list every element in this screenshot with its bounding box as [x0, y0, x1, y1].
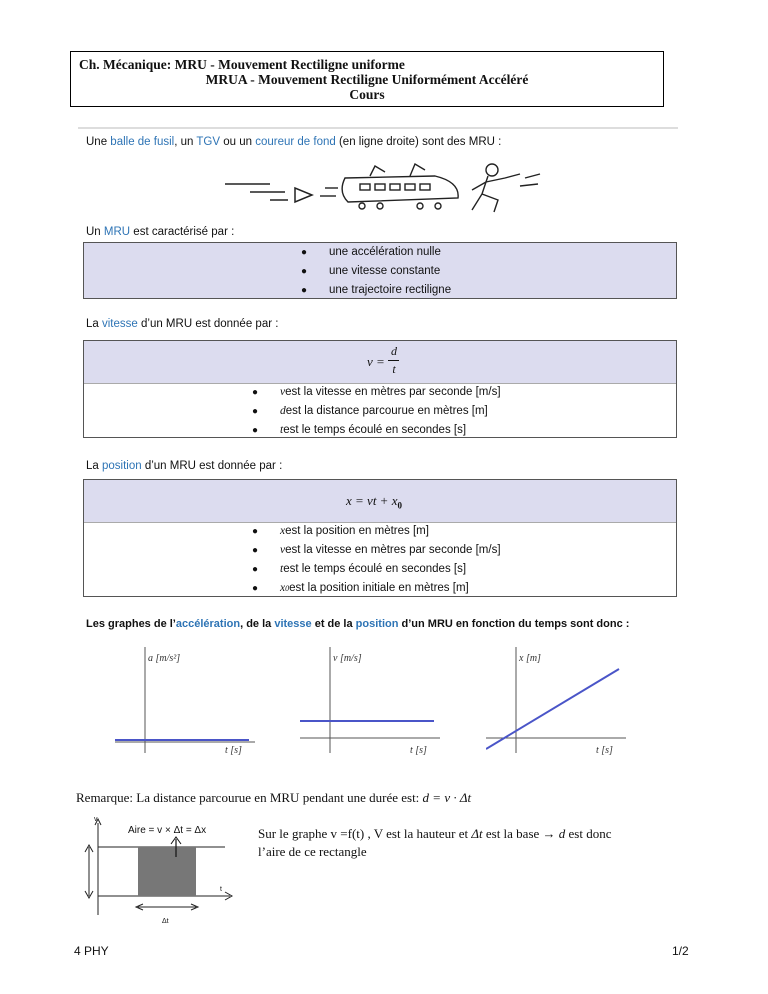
area-rectangle	[138, 847, 196, 896]
velocity-formula-row	[84, 341, 676, 384]
remark-text: Remarque: La distance parcourue en MRU pendant une durée est: d = v · Δt	[76, 790, 472, 805]
position-table	[83, 479, 677, 597]
graphs-heading: Les graphes de l’accélération, de la vitesse et de la position d’un MRU en fonction du temps sont donc :	[86, 618, 630, 630]
velocity-formula-num: d	[391, 344, 397, 358]
list-item: ● d est la distance parcourue en mètres [m]	[252, 405, 488, 417]
velocity-heading: La vitesse d’un MRU est donnée par :	[86, 318, 279, 330]
velocity-list	[252, 383, 501, 440]
acceleration-graph	[115, 645, 265, 757]
list-item: ● t est le temps écoulé en secondes [s]	[252, 563, 467, 575]
train-icon	[320, 164, 458, 209]
remark-formula: d = v · Δt	[422, 790, 472, 805]
position-line	[486, 669, 619, 749]
position-heading: La position d’un MRU est donnée par :	[86, 460, 283, 472]
footer-left: 4 PHY	[74, 944, 109, 958]
figure-v-label: v	[94, 816, 98, 823]
area-label: Aire = v × Δt = Δx	[128, 825, 207, 836]
runner-icon	[472, 164, 540, 212]
title-line-3: Cours	[349, 87, 385, 102]
title-box	[70, 51, 664, 107]
position-formula: x = vt + $x_0$	[346, 493, 402, 511]
velocity-table	[83, 340, 677, 438]
list-item: ● t est le temps écoulé en secondes [s]	[252, 424, 467, 436]
figure-dt-label: Δt	[162, 918, 169, 925]
position-formula-row	[84, 480, 676, 523]
mru-illustration	[220, 160, 550, 218]
remark-explanation: Sur le graphe v =f(t) , V est la hauteur et Δt est la base → d est donc l’aire de ce rectangle	[258, 826, 612, 859]
position-graph	[486, 645, 636, 757]
x-axis-label: t [s]	[596, 745, 613, 756]
title-line-1: Ch. Mécanique: MRU - Mouvement Rectiligne uniforme	[79, 57, 405, 72]
list-item: ● x est la position en mètres [m]	[252, 525, 429, 537]
mru-def-heading: Un MRU est caractérisé par :	[86, 226, 235, 238]
y-axis-label: a [m/s²]	[148, 653, 181, 664]
list-item: ● x 0 est la position initiale en mètres [m]	[252, 582, 469, 594]
list-item: ● une trajectoire rectiligne	[301, 284, 452, 296]
y-axis-label: x [m]	[519, 653, 541, 664]
title-line-2: MRUA - Mouvement Rectiligne Uniformément Accéléré	[205, 72, 529, 87]
velocity-graph	[300, 645, 450, 757]
list-item: ● v est la vitesse en mètres par seconde [m/s]	[252, 386, 501, 398]
list-item: ● une vitesse constante	[301, 265, 441, 277]
velocity-formula-lhs: v =	[367, 354, 385, 369]
figure-t-label: t	[220, 886, 222, 893]
fraction-bar	[388, 360, 399, 361]
x-axis-label: t [s]	[410, 745, 427, 756]
mru-def-list	[301, 243, 451, 300]
y-axis-label: v [m/s]	[333, 653, 362, 664]
divider	[78, 127, 678, 129]
mru-def-table	[83, 242, 677, 299]
velocity-formula-den: t	[392, 362, 396, 376]
intro-text: Une balle de fusil, un TGV ou un coureur de fond (en ligne droite) sont des MRU :	[86, 136, 502, 148]
position-list	[252, 522, 501, 598]
bullet-icon	[225, 184, 312, 202]
list-item: ● une accélération nulle	[301, 246, 441, 258]
x-axis-label: t [s]	[225, 745, 242, 756]
list-item: ● v est la vitesse en mètres par seconde [m/s]	[252, 544, 501, 556]
area-figure	[80, 815, 240, 927]
page-number: 1/2	[672, 944, 689, 958]
